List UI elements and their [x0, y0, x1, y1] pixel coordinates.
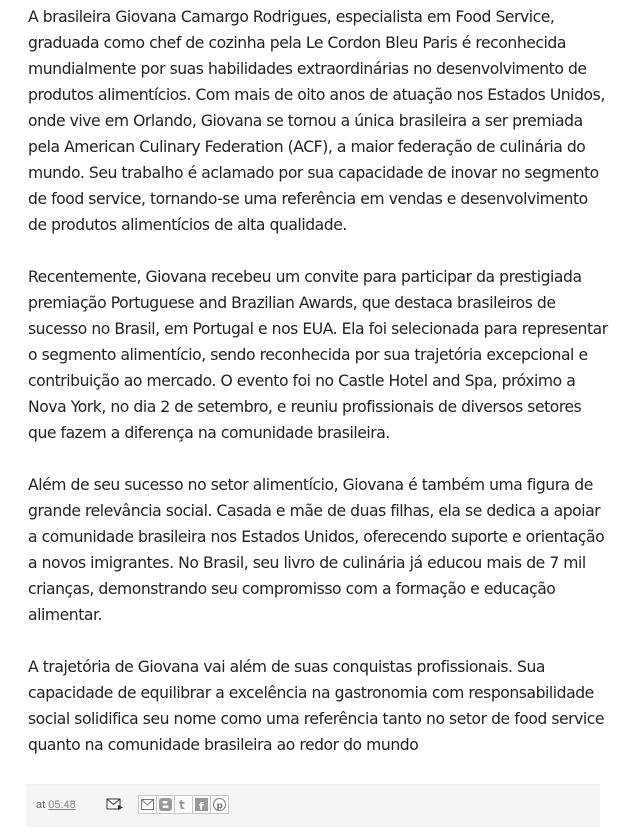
svg-text:t: t [179, 798, 185, 811]
svg-text:p: p [216, 801, 223, 811]
paragraph-1: A brasileira Giovana Camargo Rodrigues, especialista em Food Service, graduada como chef de cozinha pela Le Cordon Bleu Paris é reconhecida mundialmente por suas habilidades extraordinárias no desenvolvimento de produtos alimentícios. Com mais de oito anos de atuação nos Estados Unidos, onde vive em Orlando, Giovana se tornou a única brasileira a ser premiada pela American Culinary Federation (ACF), a maior federação de culinária do mundo. Seu trabalho é aclamado por sua capacidade de inovar no segmento de food service, tornando-se uma referência em vendas e desenvolvimento de produtos alimentícios de alta qualidade. [28, 8, 605, 234]
twitter-icon[interactable] [174, 795, 193, 814]
post-body [28, 4, 608, 784]
post-footer [26, 784, 600, 827]
timestamp-link[interactable]: 05:48 [48, 799, 76, 811]
gmail-icon[interactable] [138, 795, 157, 814]
paragraph-3: Além de seu sucesso no setor alimentício, Giovana é também uma figura de grande relevância social. Casada e mãe de duas filhas, ela se dedica a apoiar a comunidade brasileira nos Estados Unidos, oferecendo suporte e orientação a novos imigrantes. No Brasil, seu livro de culinária já educou mais de 7 mil crianças, demonstrando seu compromisso com a formação e educação alimentar. [28, 476, 605, 624]
blogger-icon[interactable] [156, 795, 175, 814]
facebook-icon[interactable] [192, 795, 211, 814]
email-post-icon[interactable] [106, 798, 124, 811]
share-buttons [138, 795, 228, 815]
svg-text:f: f [199, 800, 204, 811]
paragraph-2: Recentemente, Giovana recebeu um convite para participar da prestigiada premiação Portuguese and Brazilian Awards, que destaca brasileiros de sucesso no Brasil, em Portugal e nos EUA. Ela foi selecionada para representar o segmento alimentício, sendo reconhecida por sua trajetória excepcional e contribuição ao mercado. O evento foi no Castle Hotel and Spa, próximo a Nova York, no dia 2 de setembro, e reuniu profissionais de diversos setores que fazem a diferença na comunidade brasileira. [28, 268, 608, 442]
paragraph-4: A trajetória de Giovana vai além de suas conquistas profissionais. Sua capacidade de equilibrar a excelência na gastronomia com responsabilidade social solidifica seu nome como uma referência tanto no setor de food service quanto na comunidade brasileira ao redor do mundo [28, 658, 605, 754]
pinterest-icon[interactable] [210, 795, 229, 814]
posted-prefix: at [36, 799, 46, 811]
post-timestamp [36, 799, 76, 811]
